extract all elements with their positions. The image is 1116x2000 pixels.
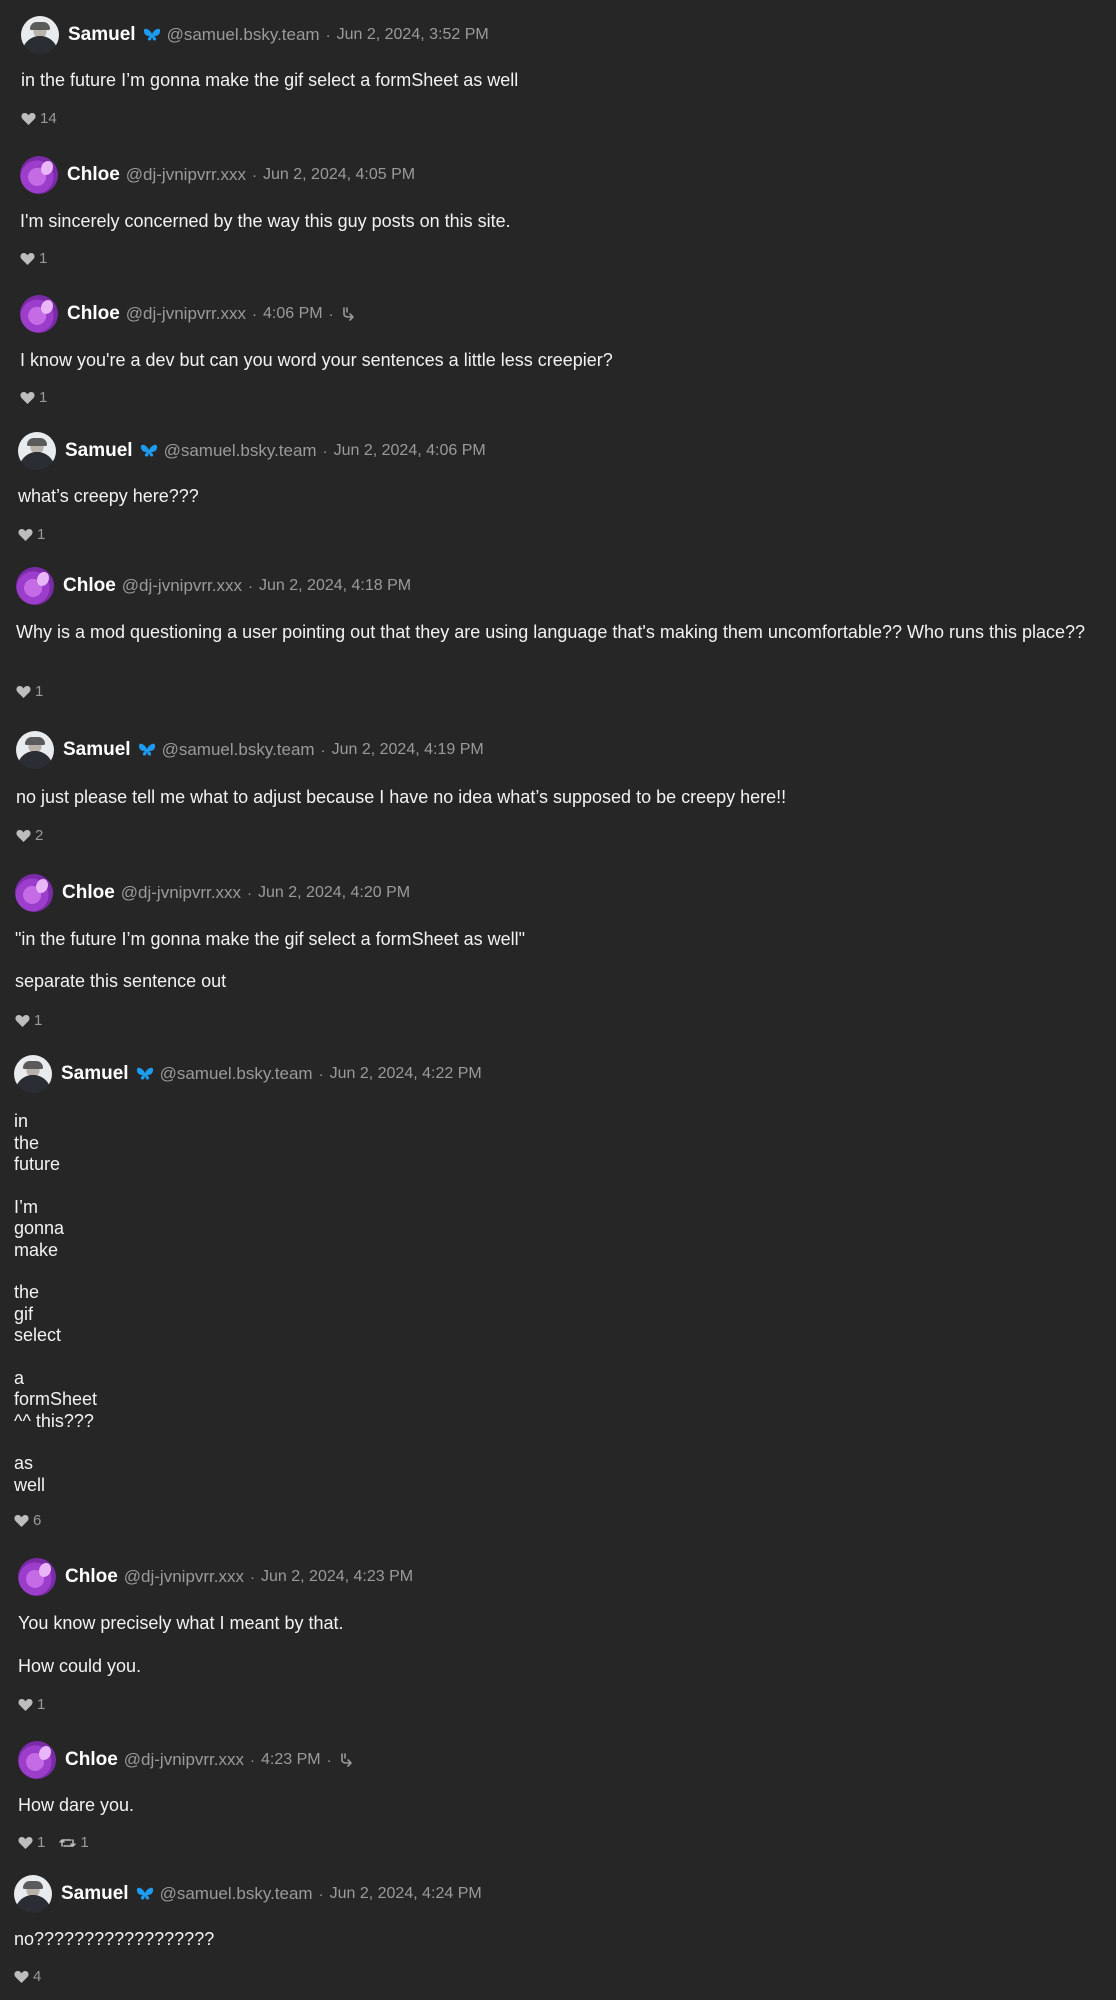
- post-footer: [18, 1696, 45, 1713]
- author-name[interactable]: Samuel: [65, 440, 133, 461]
- heart-icon[interactable]: [18, 528, 33, 542]
- post-text: [18, 486, 199, 508]
- post-timestamp[interactable]: Jun 2, 2024, 3:52 PM: [336, 26, 489, 43]
- post-header: [20, 156, 415, 194]
- post-paragraph: no??????????????????: [14, 1929, 215, 1949]
- post-timestamp[interactable]: Jun 2, 2024, 4:20 PM: [258, 884, 411, 901]
- post-paragraph: How dare you.: [18, 1795, 135, 1815]
- post-header: [16, 567, 411, 605]
- separator-dot: ·: [248, 577, 254, 595]
- post-paragraph: You know precisely what I meant by that.: [18, 1613, 344, 1633]
- avatar[interactable]: [14, 1875, 52, 1913]
- author-name[interactable]: Chloe: [65, 1566, 118, 1587]
- post-timestamp[interactable]: Jun 2, 2024, 4:05 PM: [263, 166, 416, 183]
- avatar[interactable]: [14, 1055, 52, 1093]
- post-footer: [16, 683, 43, 700]
- post-timestamp[interactable]: Jun 2, 2024, 4:23 PM: [261, 1568, 414, 1585]
- post-footer: [21, 110, 57, 127]
- heart-icon[interactable]: [16, 685, 31, 699]
- author-handle[interactable]: @dj-jvnipvrr.xxx: [123, 1567, 245, 1586]
- heart-icon[interactable]: [21, 112, 36, 126]
- heart-icon[interactable]: [14, 1970, 29, 1984]
- avatar[interactable]: [21, 16, 59, 54]
- post-timestamp[interactable]: 4:06 PM: [263, 305, 323, 322]
- post-footer: [20, 250, 47, 267]
- heart-icon[interactable]: [14, 1514, 29, 1528]
- author-name[interactable]: Chloe: [65, 1749, 118, 1770]
- author-handle[interactable]: @samuel.bsky.team: [166, 25, 320, 44]
- post-text: [18, 1795, 134, 1817]
- author-name[interactable]: Chloe: [62, 882, 115, 903]
- post-text: [15, 929, 525, 992]
- post-timestamp[interactable]: Jun 2, 2024, 4:22 PM: [329, 1065, 482, 1082]
- heart-icon[interactable]: [20, 391, 35, 405]
- post-header: [14, 1875, 482, 1913]
- post-footer: [18, 1834, 89, 1851]
- post-header: [14, 1055, 482, 1093]
- avatar[interactable]: [20, 156, 58, 194]
- post-text: [20, 211, 511, 233]
- avatar[interactable]: [18, 1558, 56, 1596]
- post-header: [15, 874, 410, 912]
- heart-icon[interactable]: [18, 1836, 33, 1850]
- post-text: [16, 622, 1096, 644]
- post-paragraph: no just please tell me what to adjust because I have no idea what’s supposed to be creepy here!!: [16, 787, 787, 807]
- post-text: [14, 1929, 214, 1951]
- post-paragraph: "in the future I’m gonna make the gif select a formSheet as well": [15, 929, 526, 949]
- post-paragraph: the gif select: [14, 1282, 62, 1345]
- like-count: 6: [33, 1512, 42, 1529]
- author-handle[interactable]: @dj-jvnipvrr.xxx: [125, 304, 247, 323]
- author-handle[interactable]: @samuel.bsky.team: [159, 1884, 313, 1903]
- post-paragraph: what’s creepy here???: [18, 486, 199, 506]
- avatar[interactable]: [18, 432, 56, 470]
- separator-dot: ·: [318, 1065, 324, 1083]
- like-count: 4: [33, 1968, 42, 1985]
- post-footer: [18, 526, 45, 543]
- post-footer: [14, 1512, 41, 1529]
- heart-icon[interactable]: [15, 1014, 30, 1028]
- post-footer: [14, 1968, 41, 1985]
- separator-dot: ·: [252, 166, 258, 184]
- author-name[interactable]: Samuel: [63, 739, 131, 760]
- reply-arrow-icon: [339, 1752, 355, 1768]
- avatar[interactable]: [16, 567, 54, 605]
- like-count: 1: [39, 250, 48, 267]
- butterfly-icon: [140, 444, 158, 458]
- author-name[interactable]: Samuel: [61, 1883, 129, 1904]
- butterfly-icon: [143, 28, 161, 42]
- avatar[interactable]: [16, 731, 54, 769]
- like-count: 1: [34, 1012, 43, 1029]
- post-header: [16, 731, 484, 769]
- reply-arrow-icon: [341, 306, 357, 322]
- like-count: 1: [37, 1696, 46, 1713]
- author-name[interactable]: Chloe: [63, 575, 116, 596]
- author-handle[interactable]: @dj-jvnipvrr.xxx: [125, 165, 247, 184]
- post-header: [20, 295, 357, 333]
- separator-dot: ·: [318, 1885, 324, 1903]
- post-header: [18, 432, 486, 470]
- post-paragraph: separate this sentence out: [15, 970, 227, 991]
- post-paragraph: Why is a mod questioning a user pointing out that they are using language that's making them uncomfortable?? Who runs this place??: [16, 622, 1086, 642]
- post-footer: [15, 1012, 42, 1029]
- separator-dot: ·: [320, 741, 326, 759]
- post-paragraph: I’m gonna make: [14, 1196, 65, 1260]
- post-timestamp[interactable]: 4:23 PM: [261, 1751, 321, 1768]
- heart-icon[interactable]: [18, 1698, 33, 1712]
- heart-icon[interactable]: [16, 829, 31, 843]
- butterfly-icon: [138, 743, 156, 757]
- separator-dot: ·: [325, 26, 331, 44]
- post-paragraph: I know you're a dev but can you word your sentences a little less creepier?: [20, 350, 613, 370]
- post-paragraph: How could you.: [18, 1655, 142, 1676]
- repost-icon[interactable]: [59, 1836, 76, 1850]
- author-handle[interactable]: @samuel.bsky.team: [163, 441, 317, 460]
- author-name[interactable]: Samuel: [61, 1063, 129, 1084]
- separator-dot: ·: [322, 442, 328, 460]
- separator-dot: ·: [328, 305, 334, 323]
- butterfly-icon: [136, 1067, 154, 1081]
- author-handle[interactable]: @dj-jvnipvrr.xxx: [121, 576, 243, 595]
- butterfly-icon: [136, 1887, 154, 1901]
- post-header: [21, 16, 489, 54]
- post-header: [18, 1741, 355, 1779]
- heart-icon[interactable]: [20, 252, 35, 266]
- post-text: [14, 1111, 97, 1496]
- like-count: 2: [35, 827, 44, 844]
- repost-count: 1: [80, 1834, 89, 1851]
- separator-dot: ·: [326, 1751, 332, 1769]
- like-count: 1: [37, 1834, 46, 1851]
- post-header: [18, 1558, 413, 1596]
- author-name[interactable]: Chloe: [67, 303, 120, 324]
- author-handle[interactable]: @samuel.bsky.team: [159, 1064, 313, 1083]
- post-text: [18, 1613, 344, 1677]
- like-count: 1: [35, 683, 44, 700]
- author-name[interactable]: Chloe: [67, 164, 120, 185]
- separator-dot: ·: [250, 1751, 256, 1769]
- avatar[interactable]: [18, 1741, 56, 1779]
- like-count: 1: [37, 526, 46, 543]
- post-paragraph: as well: [14, 1453, 46, 1495]
- post-paragraph: in the future: [14, 1111, 61, 1174]
- post-text: [20, 350, 613, 372]
- post-paragraph: a formSheet ^^ this???: [14, 1367, 98, 1431]
- avatar[interactable]: [20, 295, 58, 333]
- post-footer: [16, 827, 43, 844]
- post-text: [21, 70, 518, 92]
- author-handle[interactable]: @dj-jvnipvrr.xxx: [120, 883, 242, 902]
- separator-dot: ·: [250, 1568, 256, 1586]
- separator-dot: ·: [252, 305, 258, 323]
- post-footer: [20, 389, 47, 406]
- separator-dot: ·: [247, 884, 253, 902]
- post-timestamp[interactable]: Jun 2, 2024, 4:18 PM: [259, 577, 412, 594]
- post-timestamp[interactable]: Jun 2, 2024, 4:19 PM: [331, 741, 484, 758]
- post-paragraph: I'm sincerely concerned by the way this guy posts on this site.: [20, 211, 511, 231]
- post-text: [16, 787, 786, 809]
- author-name[interactable]: Samuel: [68, 24, 136, 45]
- post-timestamp[interactable]: Jun 2, 2024, 4:06 PM: [333, 442, 486, 459]
- like-count: 14: [40, 110, 57, 127]
- post-timestamp[interactable]: Jun 2, 2024, 4:24 PM: [329, 1885, 482, 1902]
- author-handle[interactable]: @samuel.bsky.team: [161, 740, 315, 759]
- author-handle[interactable]: @dj-jvnipvrr.xxx: [123, 1750, 245, 1769]
- post-paragraph: in the future I’m gonna make the gif select a formSheet as well: [21, 70, 519, 90]
- avatar[interactable]: [15, 874, 53, 912]
- like-count: 1: [39, 389, 48, 406]
